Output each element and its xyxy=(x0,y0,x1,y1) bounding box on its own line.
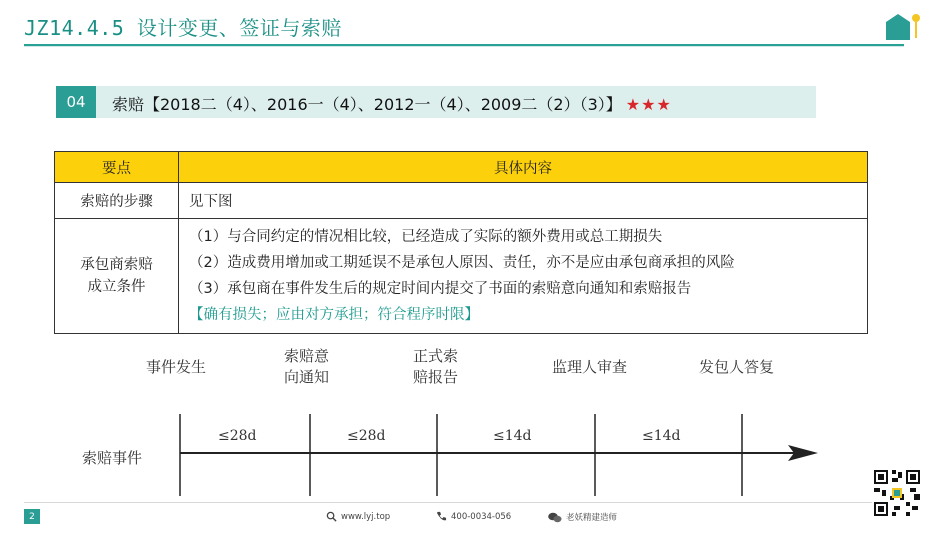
page-number: 2 xyxy=(24,509,40,524)
footer-phone xyxy=(436,511,511,522)
flow-stage xyxy=(552,357,627,378)
table-header-row xyxy=(55,152,868,183)
table-row xyxy=(55,219,868,334)
house-logo-icon xyxy=(880,8,930,42)
flow-stage xyxy=(699,357,774,378)
section-title-text: 索赔【2018二（4）、2016一（4）、2012一（4）、2009二（2）（3）】 xyxy=(112,95,622,114)
qr-code-icon xyxy=(872,468,922,518)
interval-label: ≤14d xyxy=(642,428,681,444)
flow-stage xyxy=(284,346,329,388)
stage-line: 监理人审查 xyxy=(552,358,628,376)
footer-wechat xyxy=(548,511,617,523)
interval-label: ≤14d xyxy=(493,428,532,444)
table-row xyxy=(55,183,868,219)
header-divider xyxy=(24,44,904,46)
stage-line: 发包人答复 xyxy=(699,358,775,376)
table-header-cell: 具体内容 xyxy=(179,152,868,183)
section-number: 04 xyxy=(56,86,96,118)
key-line: 承包商索赔 xyxy=(80,257,153,273)
footer-website xyxy=(326,511,390,522)
section-heading xyxy=(112,92,672,115)
table-key-cell: 索赔的步骤 xyxy=(55,183,179,219)
wechat-text: 老妖精建造师 xyxy=(566,513,618,523)
condition-item: （2）造成费用增加或工期延误不是承包人原因、责任，亦不是应由承包商承担的风险 xyxy=(189,255,735,271)
stage-line: 事件发生 xyxy=(146,358,207,376)
condition-item: （3）承包商在事件发生后的规定时间内提交了书面的索赔意向通知和索赔报告 xyxy=(189,281,692,297)
stage-line: 赔报告 xyxy=(413,368,459,386)
table-key-cell xyxy=(55,219,179,334)
page-title: JZ14.4.5 设计变更、签证与索赔 xyxy=(24,16,342,40)
stage-line: 向通知 xyxy=(284,368,330,386)
table-header-cell: 要点 xyxy=(55,152,179,183)
phone-icon xyxy=(436,511,447,522)
flow-stage xyxy=(413,346,458,388)
wechat-icon xyxy=(548,512,562,523)
claim-event-label: 索赔事件 xyxy=(82,449,143,467)
table-value-cell: 见下图 xyxy=(179,183,868,219)
condition-summary: 【确有损失；应由对方承担；符合程序时限】 xyxy=(189,307,479,323)
claims-table xyxy=(54,151,868,334)
claim-timeline xyxy=(170,410,830,500)
search-icon xyxy=(326,511,337,522)
stage-line: 索赔意 xyxy=(284,347,330,365)
website-text: www.lyj.top xyxy=(341,511,391,522)
condition-item: （1）与合同约定的情况相比较，已经造成了实际的额外费用或总工期损失 xyxy=(189,229,663,245)
flow-stage xyxy=(146,357,206,378)
stage-line: 正式索 xyxy=(413,347,459,365)
footer-divider xyxy=(24,502,904,503)
phone-text: 400-0034-056 xyxy=(451,511,512,522)
key-line: 成立条件 xyxy=(87,279,146,295)
interval-label: ≤28d xyxy=(347,428,386,444)
importance-stars: ★★★ xyxy=(625,95,672,114)
interval-label: ≤28d xyxy=(218,428,257,444)
table-value-cell xyxy=(179,219,868,334)
